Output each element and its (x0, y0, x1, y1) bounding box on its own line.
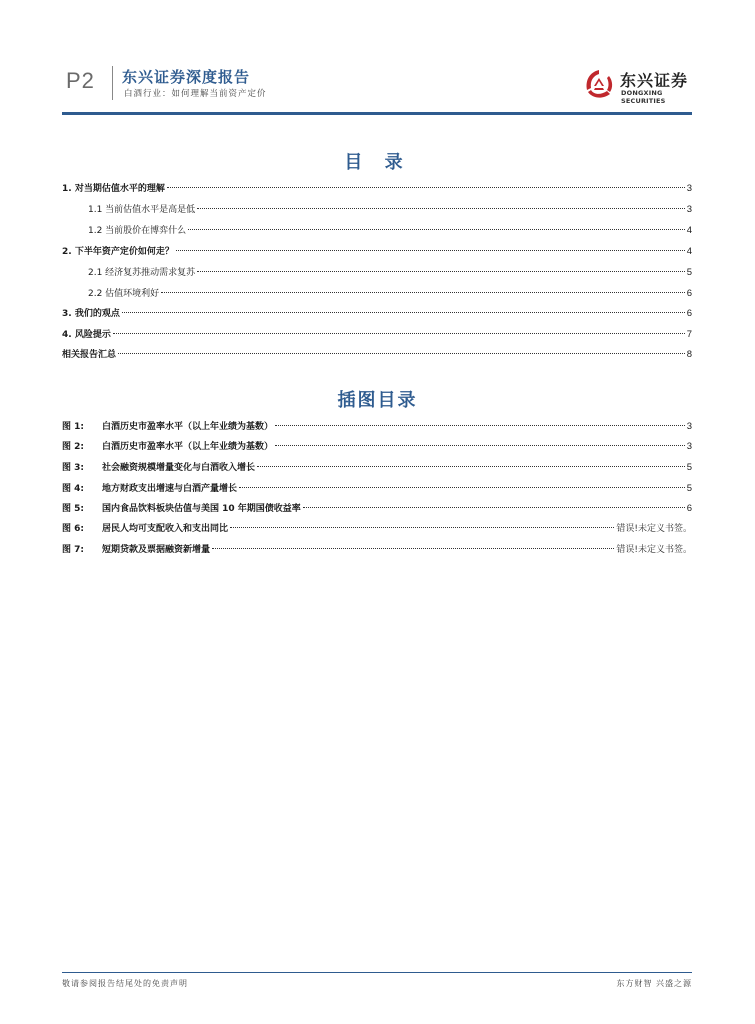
toc-entry-page: 6 (686, 308, 692, 319)
figure-entry[interactable] (62, 420, 692, 434)
toc-entry-label: 1.1 当前估值水平是高是低 (88, 205, 196, 215)
leader-dots (212, 548, 614, 549)
footer-disclaimer-note: 敬请参阅报告结尾处的免责声明 (62, 979, 188, 988)
figure-number: 图 3: (62, 463, 84, 473)
toc-entry-page: 4 (686, 225, 692, 236)
figure-number: 图 7: (62, 545, 84, 555)
figure-label: 短期贷款及票据融资新增量 (102, 545, 211, 555)
toc-entry-label: 1.2 当前股价在博弈什么 (88, 226, 187, 236)
toc-entry[interactable] (62, 348, 692, 362)
figure-page: 3 (686, 421, 692, 432)
figure-page: 3 (686, 441, 692, 452)
toc-heading: 目 录 (344, 152, 411, 173)
figure-page: 5 (686, 483, 692, 494)
leader-dots (257, 466, 685, 467)
figure-page: 6 (686, 503, 692, 514)
leader-dots (275, 425, 685, 426)
leader-dots (197, 271, 685, 272)
toc-entry-page: 8 (686, 349, 692, 360)
footer-slogan: 东方财智 兴盛之源 (616, 979, 692, 988)
leader-dots (239, 487, 685, 488)
figure-entry[interactable] (62, 502, 692, 516)
figure-page: 错误!未定义书签。 (616, 524, 692, 534)
header-rule (62, 112, 692, 115)
figure-entry[interactable] (62, 482, 692, 496)
header-divider (112, 66, 113, 100)
toc-entry-label: 2. 下半年资产定价如何走？ (62, 247, 174, 257)
leader-dots (197, 208, 685, 209)
figure-entry[interactable] (62, 461, 692, 475)
leader-dots (167, 187, 685, 188)
toc-entry[interactable] (88, 203, 692, 217)
report-title: 东兴证券深度报告 (122, 68, 251, 86)
toc-entry-label: 3. 我们的观点 (62, 309, 120, 319)
toc-entry-page: 6 (686, 288, 692, 299)
toc-entry[interactable] (62, 307, 692, 321)
report-subtitle: 白酒行业：如何理解当前资产定价 (124, 89, 267, 99)
dongxing-logo-icon (582, 68, 616, 102)
figure-label: 居民人均可支配收入和支出同比 (102, 524, 229, 534)
toc-entry-label: 1. 对当期估值水平的理解 (62, 184, 165, 194)
toc-entry[interactable] (62, 182, 692, 196)
figure-entry[interactable] (62, 543, 692, 557)
toc-entry-label: 2.2 估值环境利好 (88, 289, 160, 299)
toc-entry-label: 2.1 经济复苏推动需求复苏 (88, 268, 196, 278)
toc-entry[interactable] (88, 224, 692, 238)
toc-entry-page: 5 (686, 267, 692, 278)
page-number: P2 (66, 68, 95, 93)
figure-number: 图 6: (62, 524, 84, 534)
figure-entry[interactable] (62, 522, 692, 536)
figure-label: 白酒历史市盈率水平（以上年业绩为基数） (102, 442, 274, 452)
company-logo (582, 68, 692, 104)
logo-english: DONGXING SECURITIES (621, 89, 666, 105)
toc-entry-page: 3 (686, 183, 692, 194)
figure-page: 错误!未定义书签。 (616, 545, 692, 555)
leader-dots (275, 445, 685, 446)
figure-label: 地方财政支出增速与白酒产量增长 (102, 484, 238, 494)
figure-page: 5 (686, 462, 692, 473)
figure-label: 国内食品饮料板块估值与美国 10 年期国债收益率 (102, 504, 301, 514)
toc-entry[interactable] (88, 287, 692, 301)
figure-entry[interactable] (62, 440, 692, 454)
toc-entry-label: 4. 风险提示 (62, 330, 111, 340)
footer-rule (62, 972, 692, 973)
figure-label: 社会融资规模增量变化与白酒收入增长 (102, 463, 256, 473)
leader-dots (118, 353, 685, 354)
leader-dots (303, 507, 685, 508)
toc-entry[interactable] (62, 328, 692, 342)
figure-list-heading: 插图目录 (337, 390, 418, 411)
figure-number: 图 1: (62, 422, 84, 432)
leader-dots (113, 333, 685, 334)
toc-entry-label: 相关报告汇总 (62, 350, 117, 360)
toc-entry-page: 4 (686, 246, 692, 257)
figure-number: 图 5: (62, 504, 84, 514)
figure-number: 图 4: (62, 484, 84, 494)
toc-entry-page: 3 (686, 204, 692, 215)
leader-dots (122, 312, 685, 313)
leader-dots (188, 229, 685, 230)
logo-name: 东兴证券 (620, 71, 689, 90)
leader-dots (230, 527, 614, 528)
toc-entry[interactable] (88, 266, 692, 280)
leader-dots (176, 250, 685, 251)
page-header (62, 62, 692, 112)
toc-entry-page: 7 (686, 329, 692, 340)
figure-label: 白酒历史市盈率水平（以上年业绩为基数） (102, 422, 274, 432)
figure-number: 图 2: (62, 442, 84, 452)
leader-dots (161, 292, 685, 293)
toc-entry[interactable] (62, 245, 692, 259)
